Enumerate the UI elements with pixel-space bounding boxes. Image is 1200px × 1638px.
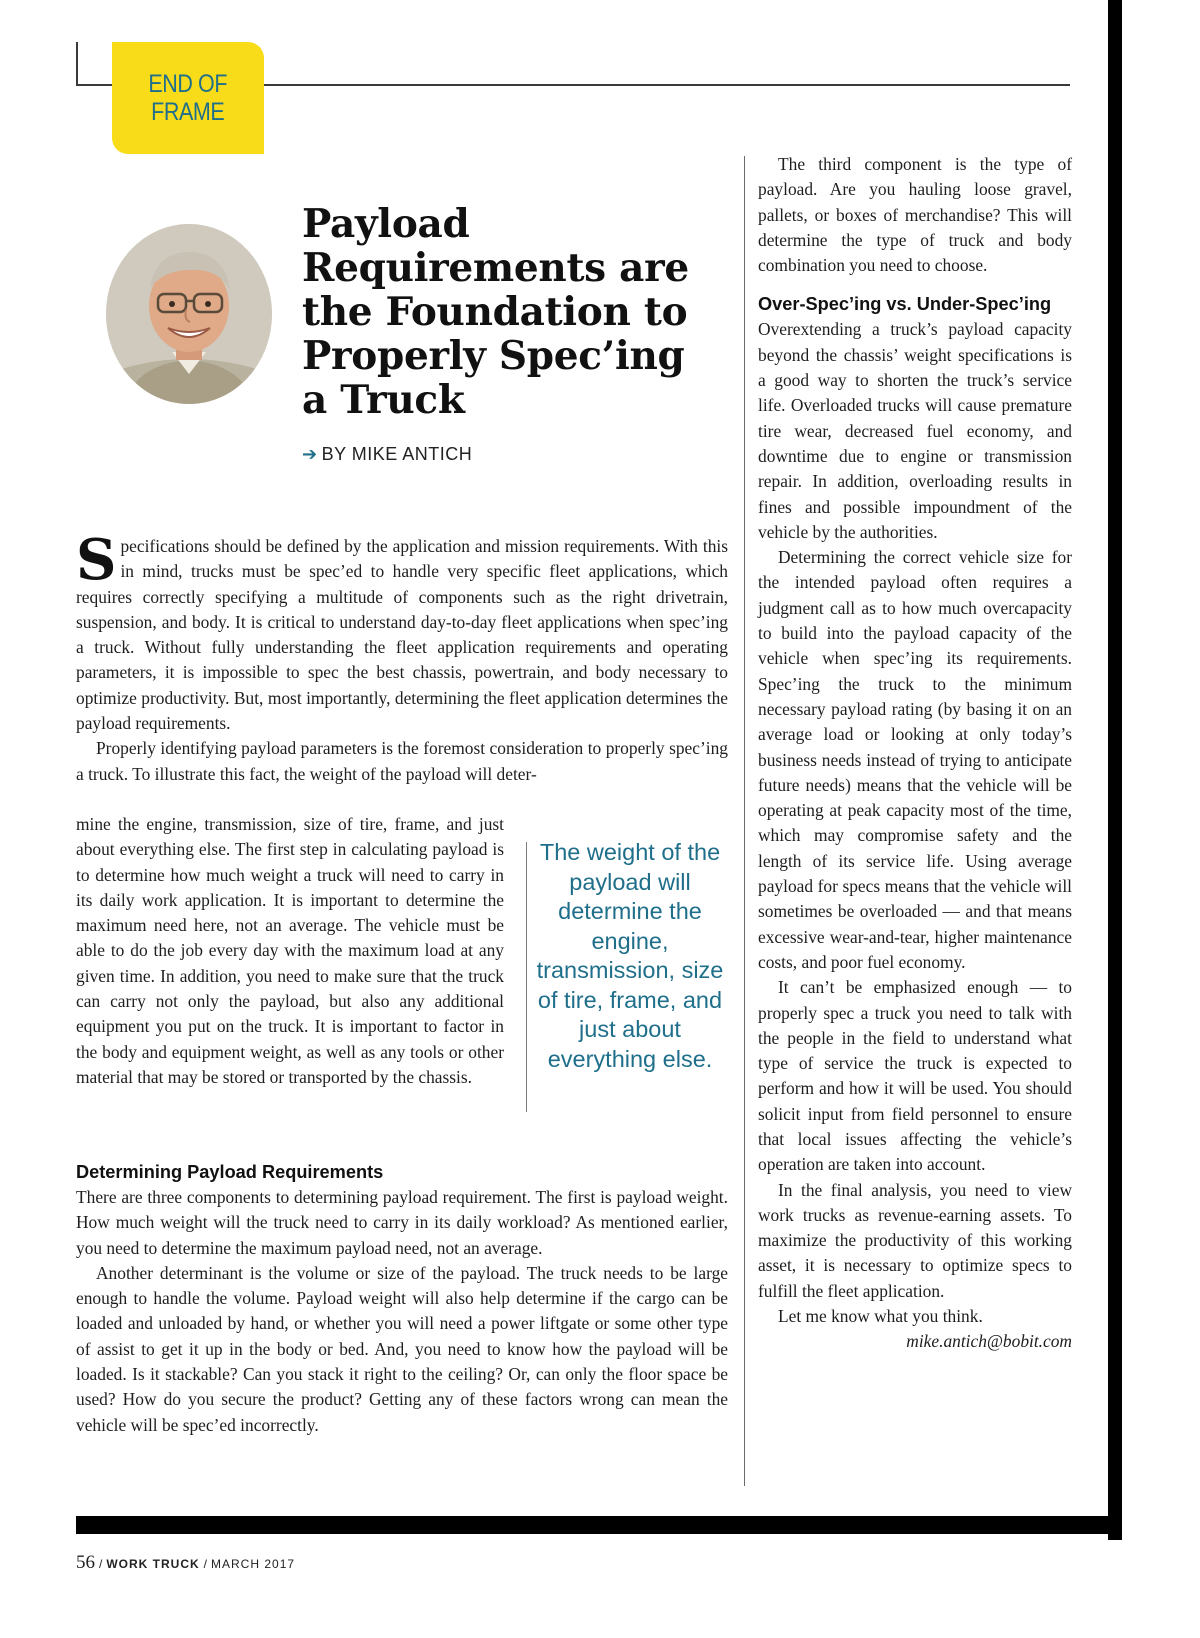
- narrow-column: [76, 812, 504, 1090]
- byline: [302, 444, 472, 465]
- article-headline: Payload Requirements are the Foundation to Properly Spec’ing a Truck: [302, 201, 689, 423]
- footer-separator-2: /: [203, 1557, 208, 1571]
- intro-paragraph-text: pecifications should be defined by the application and mission requirements. With this in mind, trucks must be spec’ed to handle very specific fleet applications, which requires correctly specifying a multitude of components such as the right drivetrain, suspension, and body. It is critical to understand day-to-day fleet applications when spec’ing a truck. Without fully understanding the fleet application requirements and operating parameters, it is impossible to spec the best chassis, powertrain, and body necessary to optimize productivity. But, most importantly, determining the fleet application determines the payload requirements.: [76, 536, 728, 734]
- right-paragraph-4: It can’t be emphasized enough — to properly spec a truck you need to talk with the people in the field to understand what type of service the truck is expected to perform and how it will be used. You should solicit input from field personnel to ensure that local issues affecting the vehicle’s operation are taken into account.: [758, 977, 1072, 1175]
- right-column: [758, 152, 1072, 1355]
- right-paragraph-1: The third component is the type of payload. Are you hauling loose gravel, pallets, or boxes of merchandise? This will determine the type of truck and body combination you need to choose.: [758, 154, 1072, 276]
- footer-bar: [76, 1516, 1122, 1534]
- right-paragraph-2: Overextending a truck’s payload capacity beyond the chassis’ weight specifications is a good way to shorten the truck’s service life. Overloaded trucks will cause premature tire wear, decreased fuel economy, and downtime due to engine or transmission repair. In addition, overloading results in fines and possible impoundment of the vehicle by the authorities.: [758, 319, 1072, 542]
- byline-author: BY MIKE ANTICH: [321, 444, 473, 464]
- section-tab: [112, 42, 264, 154]
- pull-quote-rule: [526, 842, 527, 1112]
- page-edge-bar: [1108, 0, 1122, 1540]
- pull-quote: The weight of the payload will determine the engine, transmission, size of tire, frame, and just about everything else.: [536, 839, 724, 1072]
- issue-date: MARCH 2017: [211, 1557, 296, 1571]
- author-portrait-image: [106, 224, 272, 404]
- right-paragraph-5: In the final analysis, you need to view work trucks as revenue-earning assets. To maximize the productivity of this working asset, it is necessary to optimize specs to fulfill the fleet application.: [758, 1179, 1072, 1301]
- intro-paragraph: [76, 527, 728, 736]
- author-email: mike.antich@bobit.com: [906, 1331, 1072, 1352]
- section-heading-overspec: Over-Spec’ing vs. Under-Spec’ing: [758, 294, 1052, 315]
- top-rule-vertical: [76, 42, 78, 86]
- page-number: 56: [76, 1552, 95, 1573]
- footer-separator: /: [99, 1557, 103, 1571]
- page-footer: [76, 1552, 295, 1574]
- section-heading-determining: Determining Payload Requirements: [76, 1162, 384, 1182]
- column-rule: [744, 156, 745, 1486]
- paragraph-2-lead: Properly identifying payload parameters is the foremost consideration to properly spec’ing a truck. To illustrate this fact, the weight of the payload will deter-: [76, 738, 728, 784]
- paragraph-4: Another determinant is the volume or size of the payload. The truck needs to be large enough to handle the volume. Payload weight will also help determine if the cargo can be loaded and unloaded by hand, or whether you will need a power liftgate or some other type of assist to get it up in the body or bed. And, you need to know how the payload will be loaded. Is it stackable? Can you stack it right to the ceiling? Or, can only the floor space be used? How do you secure the product? Getting any of these factors wrong can mean the vehicle will be spec’ed incorrectly.: [76, 1262, 728, 1435]
- paragraph-2-continued: mine the engine, transmission, size of tire, frame, and just about everything else. The first step in calculating payload is to determine how much weight a truck will need to carry in its daily work application. It is important to determine the maximum need here, not an average. The vehicle must be able to do the job every day with the maximum load at any given time. In addition, you need to make sure that the truck can carry not only the payload, but also any additional equipment you put on the truck. It is important to factor in the body and equipment weight, as well as any tools or other material that may be stored or transported by the chassis.: [76, 814, 504, 1087]
- determining-section: [76, 1160, 728, 1438]
- author-photo: [106, 224, 272, 404]
- intro-block: [76, 527, 728, 787]
- arrow-right-icon: ➔: [302, 444, 318, 464]
- paragraph-3: There are three components to determining payload requirement. The first is payload weight. How much weight will the truck need to carry in its daily workload? As mentioned earlier, you need to determine the maximum payload need, not an average.: [76, 1187, 728, 1258]
- right-paragraph-3: Determining the correct vehicle size for the intended payload often requires a judgment call as to how much overcapacity to build into the payload capacity of the vehicle when spec’ing its requirements. Spec’ing the truck to the minimum necessary payload rating (by basing it on an average load or looking at only today’s business needs instead of trying to anticipate future needs) means that the vehicle will be operating at peak capacity most of the time, which may compromise safety and the length of its service life. Using average payload for specs means that the vehicle will sometimes be overloaded — and that means excessive wear-and-tear, higher maintenance costs, and poor fuel economy.: [758, 547, 1072, 972]
- drop-cap: S: [76, 527, 117, 593]
- magazine-name: WORK TRUCK: [106, 1557, 200, 1571]
- right-paragraph-6: Let me know what you think.: [778, 1306, 983, 1327]
- section-tab-label: END OF FRAME: [148, 70, 228, 126]
